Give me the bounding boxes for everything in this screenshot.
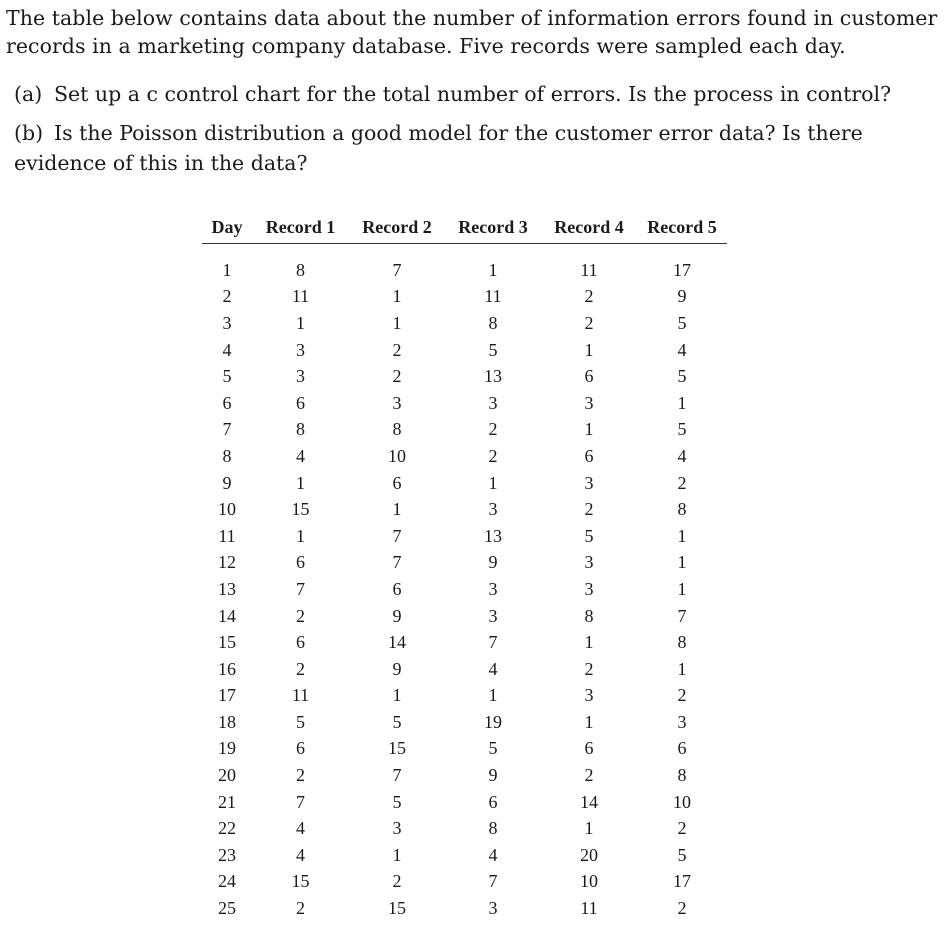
header-record-5: Record 5 <box>637 211 727 244</box>
cell-day: 12 <box>218 552 236 573</box>
part-b-label: (b) <box>14 121 44 145</box>
cell-record-4: 14 <box>580 791 598 812</box>
cell-record-3: 6 <box>488 791 498 812</box>
table-row <box>202 815 727 842</box>
cell-record-3: 1 <box>488 472 498 493</box>
cell-record-4: 1 <box>584 818 594 839</box>
cell-record-1: 15 <box>291 499 310 520</box>
table-row <box>202 443 727 470</box>
cell-record-5: 5 <box>677 419 687 440</box>
cell-record-2: 1 <box>392 312 402 333</box>
cell-day: 18 <box>218 711 236 732</box>
cell-record-1: 15 <box>291 871 310 892</box>
cell-day: 23 <box>218 844 236 865</box>
table-row <box>202 310 727 337</box>
cell-record-5: 17 <box>673 259 691 280</box>
cell-record-2: 7 <box>392 259 402 280</box>
cell-record-5: 1 <box>677 578 687 599</box>
table-row <box>202 709 727 736</box>
cell-record-3: 1 <box>488 685 498 706</box>
cell-record-2: 2 <box>392 871 402 892</box>
cell-record-3: 8 <box>488 818 498 839</box>
cell-record-1: 4 <box>296 844 305 865</box>
cell-record-3: 13 <box>484 525 502 546</box>
cell-record-1: 4 <box>296 818 305 839</box>
cell-record-2: 1 <box>392 499 402 520</box>
cell-day: 20 <box>218 765 236 786</box>
table-row <box>202 470 727 497</box>
cell-record-5: 7 <box>677 605 687 626</box>
cell-record-1: 1 <box>296 312 305 333</box>
cell-record-5: 1 <box>677 392 687 413</box>
table-row <box>202 390 727 417</box>
cell-record-5: 4 <box>677 445 687 466</box>
cell-record-3: 11 <box>484 286 502 307</box>
cell-record-2: 9 <box>392 605 402 626</box>
cell-record-4: 20 <box>580 844 598 865</box>
cell-record-2: 2 <box>392 339 402 360</box>
cell-day: 10 <box>218 499 236 520</box>
cell-record-1: 6 <box>296 738 305 759</box>
cell-record-4: 1 <box>584 339 594 360</box>
cell-record-4: 8 <box>584 605 594 626</box>
cell-record-4: 3 <box>584 578 594 599</box>
cell-record-4: 1 <box>584 419 594 440</box>
table-row <box>202 244 727 284</box>
cell-day: 9 <box>222 472 232 493</box>
cell-record-2: 2 <box>392 366 402 387</box>
cell-record-3: 3 <box>488 499 498 520</box>
table-row <box>202 550 727 577</box>
header-record-4: Record 4 <box>541 211 637 244</box>
cell-record-1: 6 <box>296 632 305 653</box>
cell-record-4: 2 <box>584 499 594 520</box>
question-part-a <box>14 79 944 109</box>
cell-record-1: 8 <box>296 419 305 440</box>
cell-day: 2 <box>222 286 232 307</box>
table-row <box>202 683 727 710</box>
cell-day: 1 <box>222 259 232 280</box>
cell-record-2: 9 <box>392 658 402 679</box>
cell-record-5: 2 <box>677 898 687 919</box>
cell-record-3: 7 <box>488 632 498 653</box>
table-row <box>202 496 727 523</box>
cell-record-4: 3 <box>584 552 594 573</box>
error-data-table <box>202 211 727 922</box>
table-row <box>202 363 727 390</box>
cell-record-2: 1 <box>392 844 402 865</box>
table-row <box>202 576 727 603</box>
header-record-3: Record 3 <box>445 211 541 244</box>
cell-record-3: 7 <box>488 871 498 892</box>
cell-record-5: 2 <box>677 685 687 706</box>
part-a-label: (a) <box>14 82 43 106</box>
cell-record-2: 7 <box>392 765 402 786</box>
table-row <box>202 895 727 922</box>
cell-record-5: 2 <box>677 818 687 839</box>
cell-record-5: 4 <box>677 339 687 360</box>
cell-record-2: 1 <box>392 685 402 706</box>
cell-record-3: 5 <box>488 738 498 759</box>
cell-record-3: 3 <box>488 392 498 413</box>
cell-day: 17 <box>218 685 236 706</box>
cell-record-5: 6 <box>677 738 687 759</box>
cell-record-5: 1 <box>677 552 687 573</box>
cell-record-1: 2 <box>296 898 305 919</box>
cell-record-5: 9 <box>677 286 687 307</box>
cell-record-4: 11 <box>580 898 598 919</box>
cell-record-3: 2 <box>488 419 498 440</box>
cell-day: 22 <box>218 818 236 839</box>
cell-day: 6 <box>222 392 232 413</box>
cell-record-4: 1 <box>584 711 594 732</box>
cell-record-2: 15 <box>388 898 406 919</box>
cell-record-4: 11 <box>580 259 598 280</box>
cell-record-1: 6 <box>296 392 305 413</box>
cell-record-3: 4 <box>488 844 498 865</box>
cell-record-4: 6 <box>584 738 594 759</box>
cell-record-4: 5 <box>584 525 594 546</box>
cell-record-2: 5 <box>392 711 402 732</box>
table-row <box>202 762 727 789</box>
table-row <box>202 284 727 311</box>
cell-day: 7 <box>222 419 232 440</box>
cell-record-4: 2 <box>584 286 594 307</box>
cell-record-2: 7 <box>392 525 402 546</box>
header-record-2: Record 2 <box>349 211 445 244</box>
cell-record-2: 15 <box>388 738 406 759</box>
cell-record-1: 2 <box>296 658 305 679</box>
cell-record-5: 5 <box>677 366 687 387</box>
cell-record-3: 19 <box>484 711 502 732</box>
cell-record-3: 3 <box>488 578 498 599</box>
header-day: Day <box>202 211 252 244</box>
cell-record-5: 8 <box>677 499 687 520</box>
cell-day: 14 <box>218 605 236 626</box>
cell-day: 24 <box>218 871 236 892</box>
cell-record-2: 3 <box>392 392 402 413</box>
cell-record-1: 1 <box>296 525 305 546</box>
cell-record-4: 3 <box>584 392 594 413</box>
cell-record-3: 4 <box>488 658 498 679</box>
cell-record-1: 8 <box>296 259 305 280</box>
cell-record-1: 5 <box>296 711 305 732</box>
table-body <box>202 244 727 922</box>
cell-day: 21 <box>218 791 236 812</box>
header-record-1: Record 1 <box>252 211 349 244</box>
cell-record-3: 3 <box>488 605 498 626</box>
cell-day: 3 <box>222 312 232 333</box>
cell-record-2: 6 <box>392 578 402 599</box>
cell-record-5: 5 <box>677 312 687 333</box>
table-row <box>202 629 727 656</box>
cell-record-1: 1 <box>296 472 305 493</box>
cell-record-3: 8 <box>488 312 498 333</box>
cell-record-2: 6 <box>392 472 402 493</box>
cell-record-1: 7 <box>296 578 305 599</box>
cell-day: 19 <box>218 738 236 759</box>
cell-record-1: 3 <box>296 366 305 387</box>
cell-record-5: 1 <box>677 525 687 546</box>
cell-record-4: 10 <box>580 871 598 892</box>
cell-record-3: 9 <box>488 765 498 786</box>
cell-record-5: 8 <box>677 632 687 653</box>
table-header-row <box>202 211 727 244</box>
cell-record-1: 3 <box>296 339 305 360</box>
part-a-text: Set up a c control chart for the total number of errors. Is the process in control? <box>54 82 892 106</box>
cell-day: 8 <box>222 445 232 466</box>
cell-day: 4 <box>222 339 232 360</box>
cell-record-1: 4 <box>296 445 305 466</box>
cell-record-3: 1 <box>488 259 498 280</box>
cell-record-3: 13 <box>484 366 502 387</box>
cell-record-5: 5 <box>677 844 687 865</box>
cell-record-4: 2 <box>584 312 594 333</box>
part-b-text: Is the Poisson distribution a good model for the customer error data? Is there evidence of this in the data? <box>14 121 863 175</box>
cell-record-5: 1 <box>677 658 687 679</box>
cell-day: 11 <box>218 525 236 546</box>
table-row <box>202 842 727 869</box>
table-row <box>202 523 727 550</box>
cell-record-5: 2 <box>677 472 687 493</box>
cell-record-4: 3 <box>584 685 594 706</box>
cell-record-1: 7 <box>296 791 305 812</box>
table-row <box>202 337 727 364</box>
cell-record-1: 6 <box>296 552 305 573</box>
table-row <box>202 789 727 816</box>
cell-record-2: 14 <box>388 632 406 653</box>
cell-record-4: 3 <box>584 472 594 493</box>
cell-record-2: 5 <box>392 791 402 812</box>
table-row <box>202 736 727 763</box>
cell-record-5: 17 <box>673 871 691 892</box>
cell-record-3: 2 <box>488 445 498 466</box>
cell-record-1: 2 <box>296 765 305 786</box>
cell-record-2: 8 <box>392 419 402 440</box>
cell-record-4: 2 <box>584 658 594 679</box>
problem-intro: The table below contains data about the number of information errors found in customer records in a marketing company database. Five records were sampled each day. <box>6 6 938 58</box>
cell-record-3: 9 <box>488 552 498 573</box>
cell-record-3: 5 <box>488 339 498 360</box>
cell-record-3: 3 <box>488 898 498 919</box>
cell-record-4: 2 <box>584 765 594 786</box>
cell-record-2: 10 <box>388 445 406 466</box>
table-row <box>202 869 727 896</box>
cell-record-5: 3 <box>677 711 687 732</box>
cell-record-2: 3 <box>392 818 402 839</box>
cell-record-5: 8 <box>677 765 687 786</box>
cell-record-1: 11 <box>291 286 310 307</box>
cell-record-4: 6 <box>584 366 594 387</box>
cell-day: 5 <box>222 366 232 387</box>
table-row <box>202 417 727 444</box>
cell-day: 15 <box>218 632 236 653</box>
table-row <box>202 656 727 683</box>
cell-day: 16 <box>218 658 236 679</box>
cell-record-5: 10 <box>673 791 691 812</box>
cell-day: 25 <box>218 898 236 919</box>
cell-record-1: 11 <box>291 685 310 706</box>
cell-day: 13 <box>218 578 236 599</box>
cell-record-4: 6 <box>584 445 594 466</box>
cell-record-1: 2 <box>296 605 305 626</box>
question-part-b <box>14 118 944 178</box>
cell-record-2: 7 <box>392 552 402 573</box>
table-row <box>202 603 727 630</box>
cell-record-4: 1 <box>584 632 594 653</box>
cell-record-2: 1 <box>392 286 402 307</box>
